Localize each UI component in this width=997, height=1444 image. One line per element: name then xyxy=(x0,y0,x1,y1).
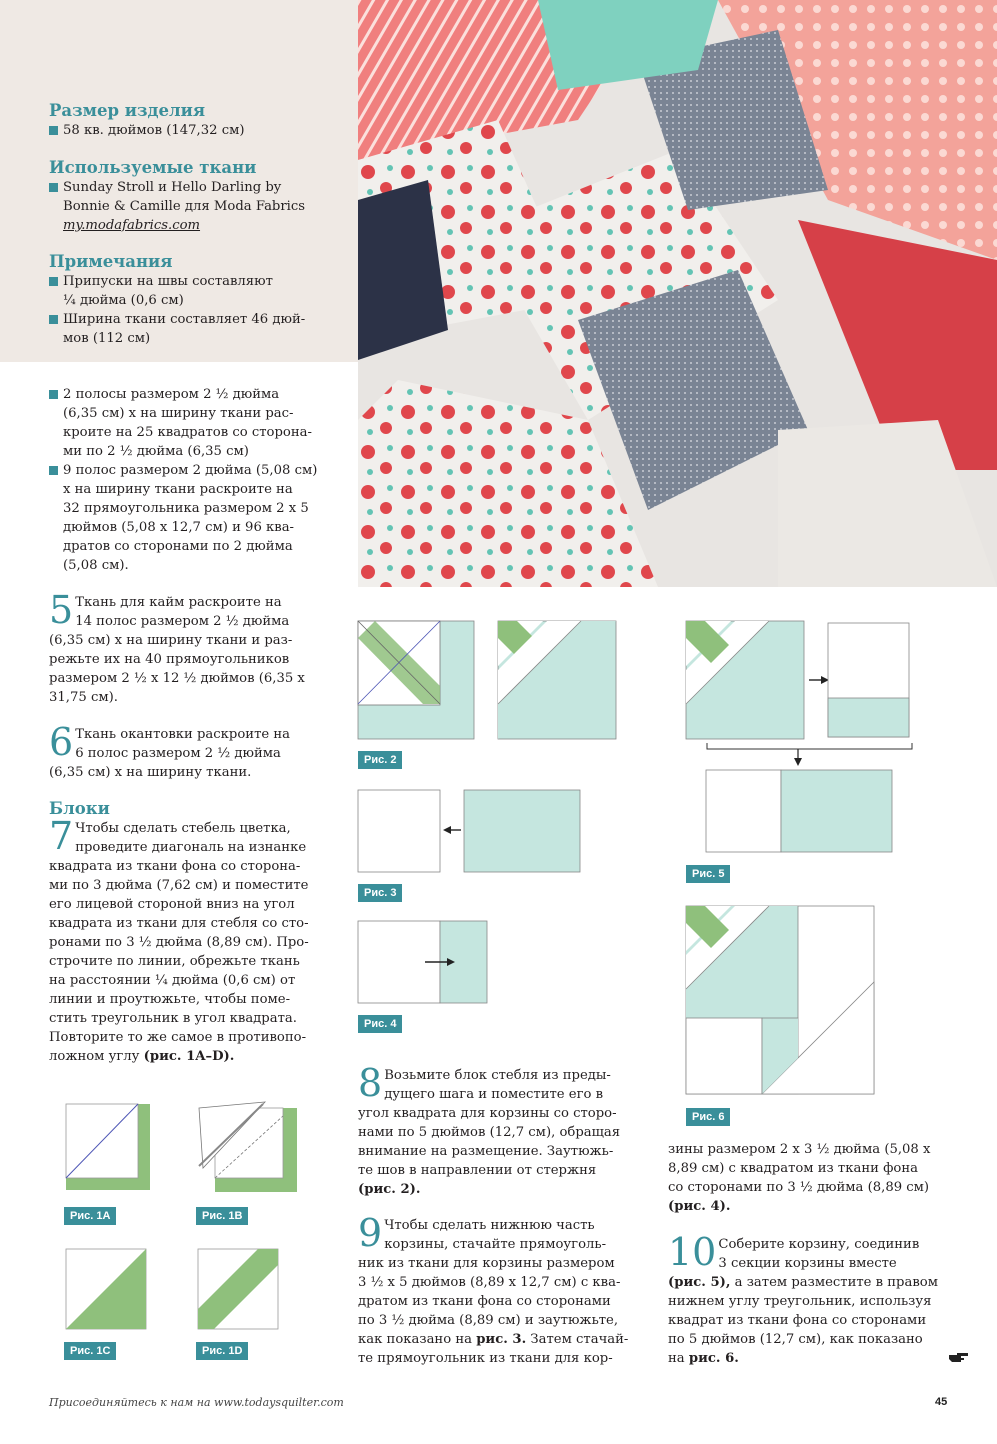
step-10-fig-ref-2: рис. 6. xyxy=(688,1351,739,1366)
fig-4-label: Рис. 4 xyxy=(358,1015,402,1033)
fig-1d-label: Рис. 1D xyxy=(196,1342,248,1360)
cont-line-1: зины размером 2 х 3 ½ дюйма (5,08 х xyxy=(668,1142,931,1157)
fig-2-diagram xyxy=(357,620,619,740)
fig-1a-diagram xyxy=(62,1100,152,1192)
step-5 xyxy=(49,588,339,707)
step-5-line-3: (6,35 см) х на ширину ткани и раз- xyxy=(49,633,293,648)
step-7-number: 7 xyxy=(49,814,74,858)
step-10-number: 10 xyxy=(668,1230,717,1274)
cut-2-line-6: (5,08 см). xyxy=(63,558,129,573)
blocks-heading: Блоки xyxy=(49,799,110,818)
continued-text xyxy=(668,1140,958,1216)
fig-1b-label: Рис. 1B xyxy=(196,1207,248,1225)
step-8-line-1: Возьмите блок стебля из преды- xyxy=(384,1068,611,1083)
quilt-photo-illustration xyxy=(358,0,997,587)
footer-site[interactable]: Присоединяйтесь к нам на www.todaysquilter.com xyxy=(49,1396,344,1409)
step-10-line-7 xyxy=(668,1349,958,1368)
step-8-line-2: дущего шага и поместите его в xyxy=(384,1087,604,1102)
step-9-line-1: Чтобы сделать нижнюю часть xyxy=(384,1218,595,1233)
fig-3-diagram xyxy=(357,788,583,874)
cut-2-line-3: 32 прямоугольника размером 2 х 5 xyxy=(63,501,309,516)
step-10-line-5: квадрат из ткани фона со сторонами xyxy=(668,1313,927,1328)
step-7-line-9: на расстоянии ¼ дюйма (0,6 см) от xyxy=(49,973,296,988)
step-8-line-3: угол квадрата для корзины со сторо- xyxy=(358,1106,617,1121)
step-10-line-3 xyxy=(668,1273,958,1292)
step-7-line-3: квадрата из ткани фона со сторона- xyxy=(49,859,301,874)
step-9-fig-ref: рис. 3. xyxy=(476,1332,527,1347)
step-7-line-11: стить треугольник в угол квадрата. xyxy=(49,1011,297,1026)
step-6 xyxy=(49,720,339,782)
step-9 xyxy=(358,1211,640,1368)
cut-1-line-4: ми по 2 ½ дюйма (6,35 см) xyxy=(63,444,249,459)
note-1-line-1: Припуски на швы составляют xyxy=(49,272,349,291)
step-8-line-6: те шов в направлении от стержня xyxy=(358,1163,597,1178)
size-heading: Размер изделия xyxy=(49,101,206,120)
note-1-line-2: ¼ дюйма (0,6 см) xyxy=(63,293,184,308)
step-9-line-5: дратом из ткани фона со сторонами xyxy=(358,1294,611,1309)
step-9-line-7 xyxy=(358,1330,640,1349)
step-9-line-3: ник из ткани для корзины размером xyxy=(358,1256,615,1271)
step-5-line-1: Ткань для кайм раскроите на xyxy=(75,595,282,610)
fabrics-section xyxy=(49,157,349,235)
cont-line-3: со сторонами по 3 ½ дюйма (8,89 см) xyxy=(668,1180,930,1195)
notes-heading: Примечания xyxy=(49,252,173,271)
step-10 xyxy=(668,1230,958,1368)
fig-6-label: Рис. 6 xyxy=(686,1108,730,1126)
step-7-line-12: Повторите то же самое в противопо- xyxy=(49,1030,307,1045)
step-8 xyxy=(358,1061,640,1199)
step-9-line-6: по 3 ½ дюйма (8,89 см) и заутюжьте, xyxy=(358,1313,619,1328)
fig-5-diagram xyxy=(685,620,915,856)
fig-1b-diagram xyxy=(193,1098,303,1196)
step-8-line-5: внимание на размещение. Заутюжь- xyxy=(358,1144,614,1159)
step-7-line-6: квадрата из ткани для стебля со сто- xyxy=(49,916,309,931)
cut-2-line-4: дюймов (5,08 х 12,7 см) и 96 ква- xyxy=(63,520,295,535)
fabrics-link[interactable]: my.modafabrics.com xyxy=(63,218,201,233)
step-8-fig-ref xyxy=(358,1180,640,1199)
cut-1-line-1: 2 полосы размером 2 ½ дюйма xyxy=(49,385,339,404)
fig-5-label: Рис. 5 xyxy=(686,865,730,883)
cut-1-line-2: (6,35 см) х на ширину ткани рас- xyxy=(63,406,294,421)
info-box xyxy=(0,0,358,362)
step-9-line-4: 3 ½ х 5 дюймов (8,89 х 12,7 см) с ква- xyxy=(358,1275,621,1290)
step-7-line-4: ми по 3 дюйма (7,62 см) и поместите xyxy=(49,878,309,893)
cut-2-line-2: х на ширину ткани раскроите на xyxy=(63,482,293,497)
size-section xyxy=(49,100,349,140)
step-9-shown: как показано на xyxy=(358,1332,472,1347)
step-6-line-2: 6 полос размером 2 ½ дюйма xyxy=(75,746,281,761)
fig-1c-label: Рис. 1C xyxy=(64,1342,116,1360)
step-10-line-6: по 5 дюймов (12,7 см), как показано xyxy=(668,1332,923,1347)
note-2-line-1: Ширина ткани составляет 46 дюй- xyxy=(49,310,349,329)
fig-1a-label: Рис. 1A xyxy=(64,1207,116,1225)
cont-fig-ref xyxy=(668,1197,958,1216)
step-5-line-5: размером 2 ½ х 12 ½ дюймов (6,35 х xyxy=(49,671,305,686)
fabrics-heading: Используемые ткани xyxy=(49,158,257,177)
page-number: 45 xyxy=(935,1396,948,1408)
step-8-fig-ref-text: (рис. 2). xyxy=(358,1182,421,1197)
step-7-line-2: проведите диагональ на изнанке xyxy=(75,840,307,855)
notes-section xyxy=(49,251,349,348)
note-2-line-2: мов (112 см) xyxy=(63,331,151,346)
fabrics-line-1: Sunday Stroll и Hello Darling by xyxy=(49,178,349,197)
step-7-fig-ref: (рис. 1A–D). xyxy=(143,1049,235,1064)
cut-1-line-3: кроите на 25 квадратов со сторона- xyxy=(63,425,312,440)
step-7-line-13-text: ложном углу xyxy=(49,1049,140,1064)
step-6-line-3: (6,35 см) х на ширину ткани. xyxy=(49,765,252,780)
step-10-line-3-text: а затем разместите в правом xyxy=(734,1275,938,1290)
step-7-line-7: ронами по 3 ½ дюйма (8,89 см). Про- xyxy=(49,935,309,950)
step-5-line-6: 31,75 см). xyxy=(49,690,118,705)
step-7-line-13 xyxy=(49,1047,339,1066)
cont-line-2: 8,89 см) с квадратом из ткани фона xyxy=(668,1161,919,1176)
blocks-section xyxy=(49,798,339,1066)
step-5-line-2: 14 полос размером 2 ½ дюйма xyxy=(75,614,290,629)
fig-3-label: Рис. 3 xyxy=(358,884,402,902)
fig-1c-diagram xyxy=(62,1245,152,1335)
cont-fig-ref-text: (рис. 4). xyxy=(668,1199,731,1214)
quilt-photo xyxy=(358,0,997,587)
size-text: 58 кв. дюймов (147,32 см) xyxy=(49,121,349,140)
step-10-on: на xyxy=(668,1351,685,1366)
step-9-line-2: корзины, стачайте прямоуголь- xyxy=(384,1237,607,1252)
step-6-number: 6 xyxy=(49,720,74,764)
step-6-line-1: Ткань окантовки раскроите на xyxy=(75,727,291,742)
step-9-line-8: те прямоугольник из ткани для кор- xyxy=(358,1351,613,1366)
step-10-line-2: 3 секции корзины вместе xyxy=(718,1256,897,1271)
step-8-number: 8 xyxy=(358,1061,383,1105)
step-9-number: 9 xyxy=(358,1211,383,1255)
fig-1d-diagram xyxy=(194,1245,284,1335)
step-7-line-8: строчите по линии, обрежьте ткань xyxy=(49,954,300,969)
fig-6-diagram xyxy=(685,905,877,1097)
step-10-fig-ref-1: (рис. 5), xyxy=(668,1275,731,1290)
cut-2-line-5: дратов со сторонами по 2 дюйма xyxy=(63,539,293,554)
step-5-line-4: режьте их на 40 прямоугольников xyxy=(49,652,290,667)
step-7-line-10: линии и проутюжьте, чтобы поме- xyxy=(49,992,291,1007)
fabrics-line-2: Bonnie & Camille для Moda Fabrics xyxy=(63,199,306,214)
cutting-list xyxy=(49,385,339,575)
step-10-line-4: нижнем углу треугольник, используя xyxy=(668,1294,932,1309)
cut-2-line-1: 9 полос размером 2 дюйма (5,08 см) xyxy=(49,461,339,480)
step-10-line-1: Соберите корзину, соединив xyxy=(718,1237,920,1252)
fig-4-diagram xyxy=(357,920,489,1004)
step-8-line-4: нами по 5 дюймов (12,7 см), обращая xyxy=(358,1125,621,1140)
step-5-number: 5 xyxy=(49,588,74,632)
step-9-after: Затем стачай- xyxy=(530,1332,629,1347)
step-7-line-1: Чтобы сделать стебель цветка, xyxy=(75,821,291,836)
pointing-hand-icon xyxy=(948,1350,970,1364)
step-7-line-5: его лицевой стороной вниз на угол xyxy=(49,897,295,912)
fig-2-label: Рис. 2 xyxy=(358,751,402,769)
